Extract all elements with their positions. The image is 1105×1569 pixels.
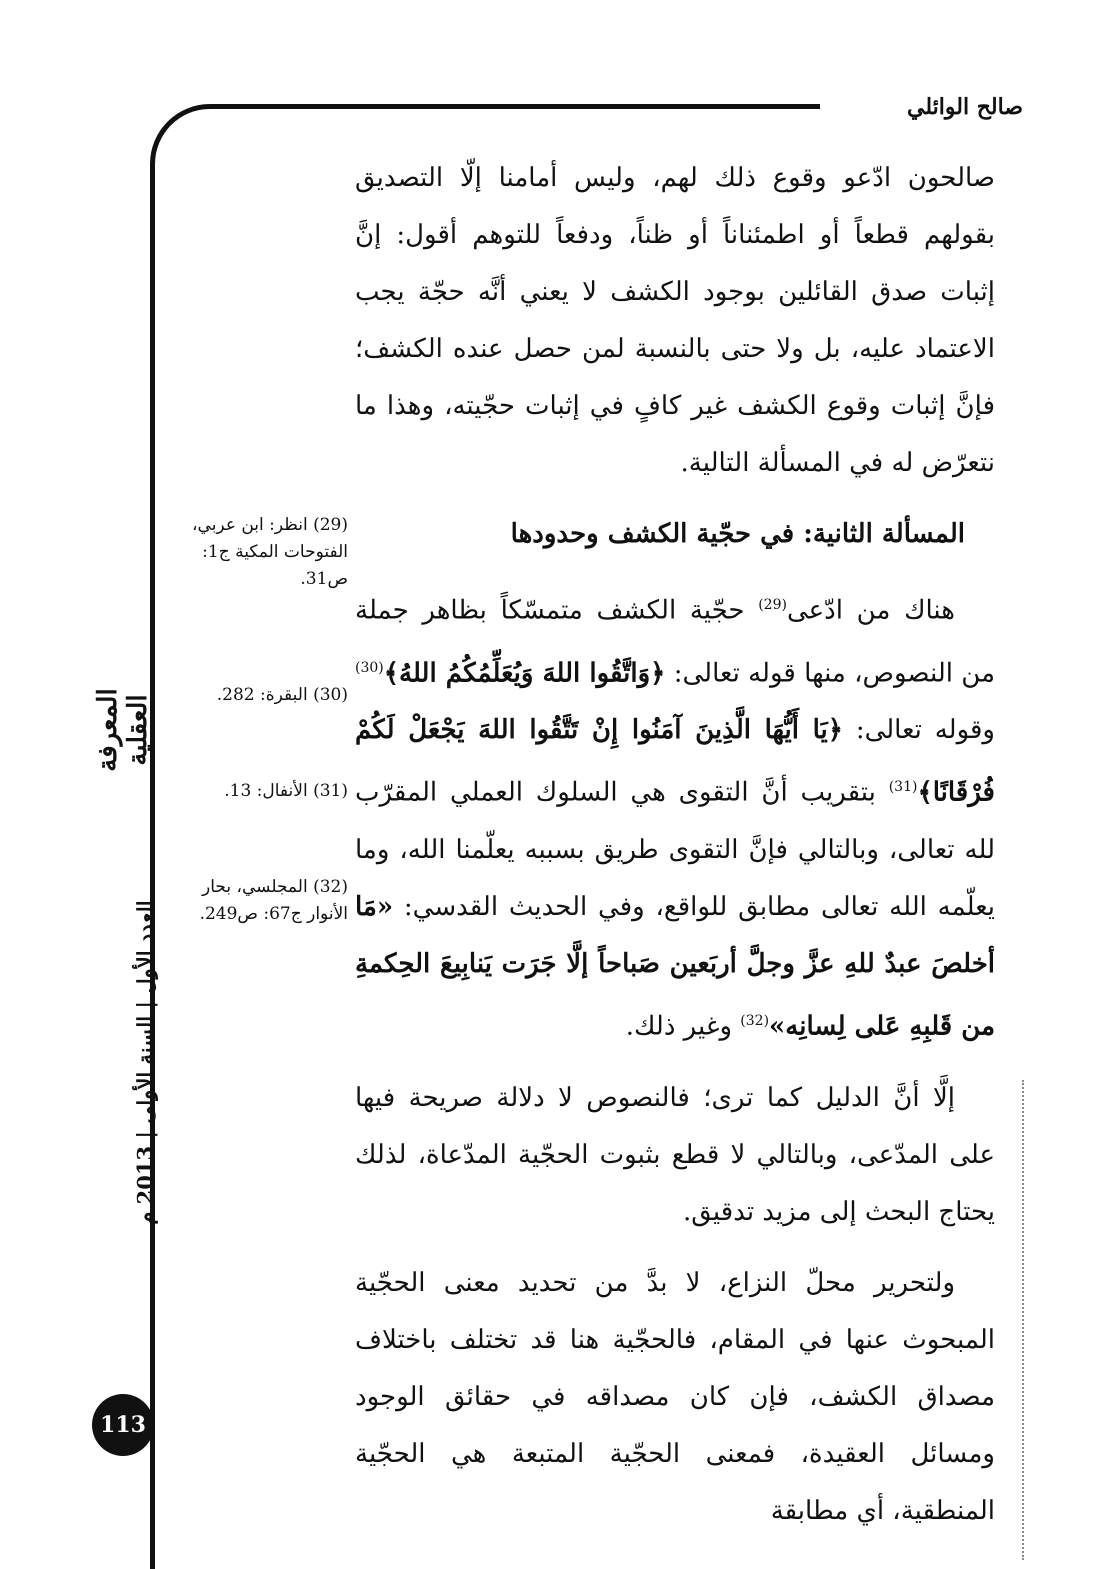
hadith-quote: «مَا أخلصَ عبدٌ للهِ عزَّ وجلَّ أربَعين صَباحاً إلَّا جَرَت يَنابِيعَ الحِكمةِ من قَلبِهِ عَلى لِسانِه» [355,891,995,1042]
scan-edge-artifact [1022,1080,1026,1560]
main-text-column [355,150,995,1554]
journal-title-logo: المعرفة العقلية [93,688,153,772]
footnote-32: (32) المجلسي، بحار الأنوار ج67: ص249. [199,877,348,924]
p2-text-d: بتقريب أنَّ التقوى هي السلوك العملي المقرّب لله تعالى، وبالتالي فإنَّ التقوى طريق بسببه يعلّمنا الله، وما يعلّمه الله تعالى مطابق للواقع، وفي الحديث القدسي: [355,777,995,922]
running-header-author: صالح الوائلي [907,94,1023,120]
footnote-30: (30) البقرة: 282. [216,685,348,705]
quran-quote-1: ﴿وَاتَّقُوا اللهَ وَيُعَلِّمُكُمُ اللهُ﴾ [383,658,666,689]
section-heading: المسألة الثانية: في حجّية الكشف وحدودها [510,519,965,549]
issue-info: العدد الأول | السنة الأولى | 2013 م [132,900,158,1225]
p2-text-e: وغير ذلك. [625,1011,741,1042]
footnote-ref-29: (29) [758,597,787,613]
paragraph-3: إلَّا أنَّ الدليل كما ترى؛ فالنصوص لا دلالة صريحة فيها على المدّعى، وبالتالي لا قطع بثبوت الحجّية المدّعاة، لذلك يحتاج البحث إلى مزيد تدقيق. [355,1082,995,1227]
p2-text-b: حجّية الكشف متمسّكاً بظاهر جملة من النصوص، منها قوله تعالى: [355,595,996,689]
paragraph-4: ولتحرير محلّ النزاع، لا بدَّ من تحديد معنى الحجّية المبحوث عنها في المقام، فالحجّية هنا قد تختلف باختلاف مصداق الكشف، فإن كان مصداقه في حقائق الوجود ومسائل العقيدة، فمعنى الحجّية المتبعة هي الحجّية المنطقية، أي مطابقة [355,1267,995,1526]
footnote-29: (29) انظر: ابن عربي، الفتوحات المكية ج1: ص31. [192,515,348,589]
paragraph-1: صالحون ادّعو وقوع ذلك لهم، وليس أمامنا إلّا التصديق بقولهم قطعاً أو اطمئناناً أو ظناً، ودفعاً للتوهم أقول: إنَّ إثبات صدق القائلين بوجود الكشف لا يعني أنَّه حجّة يجب الاعتماد عليه، بل ولا حتى بالنسبة لمن حصل عنده الكشف؛ فإنَّ إثبات وقوع الكشف غير كافٍ في إثبات حجّيته، وهذا ما نتعرّض له في المسألة التالية. [355,163,995,478]
p2-text-c: وقوله تعالى: [842,715,995,746]
footnote-ref-31: (31) [888,779,918,796]
footnote-ref-30: (30) [355,659,384,676]
footnote-31: (31) الأنفال: 13. [224,781,348,801]
page-number-badge: 113 [92,1394,154,1456]
footnote-ref-32: (32) [740,1012,770,1029]
quran-quote-2: ﴿يَا أَيُّهَا الَّذِينَ آمَنُوا إِنْ تَتَّقُوا اللهَ يَجْعَلْ لَكُمْ فُرْقَانًا﴾ [355,715,995,808]
paragraph-2 [355,577,995,1056]
p2-text-a: هناك من ادّعى [786,595,955,626]
